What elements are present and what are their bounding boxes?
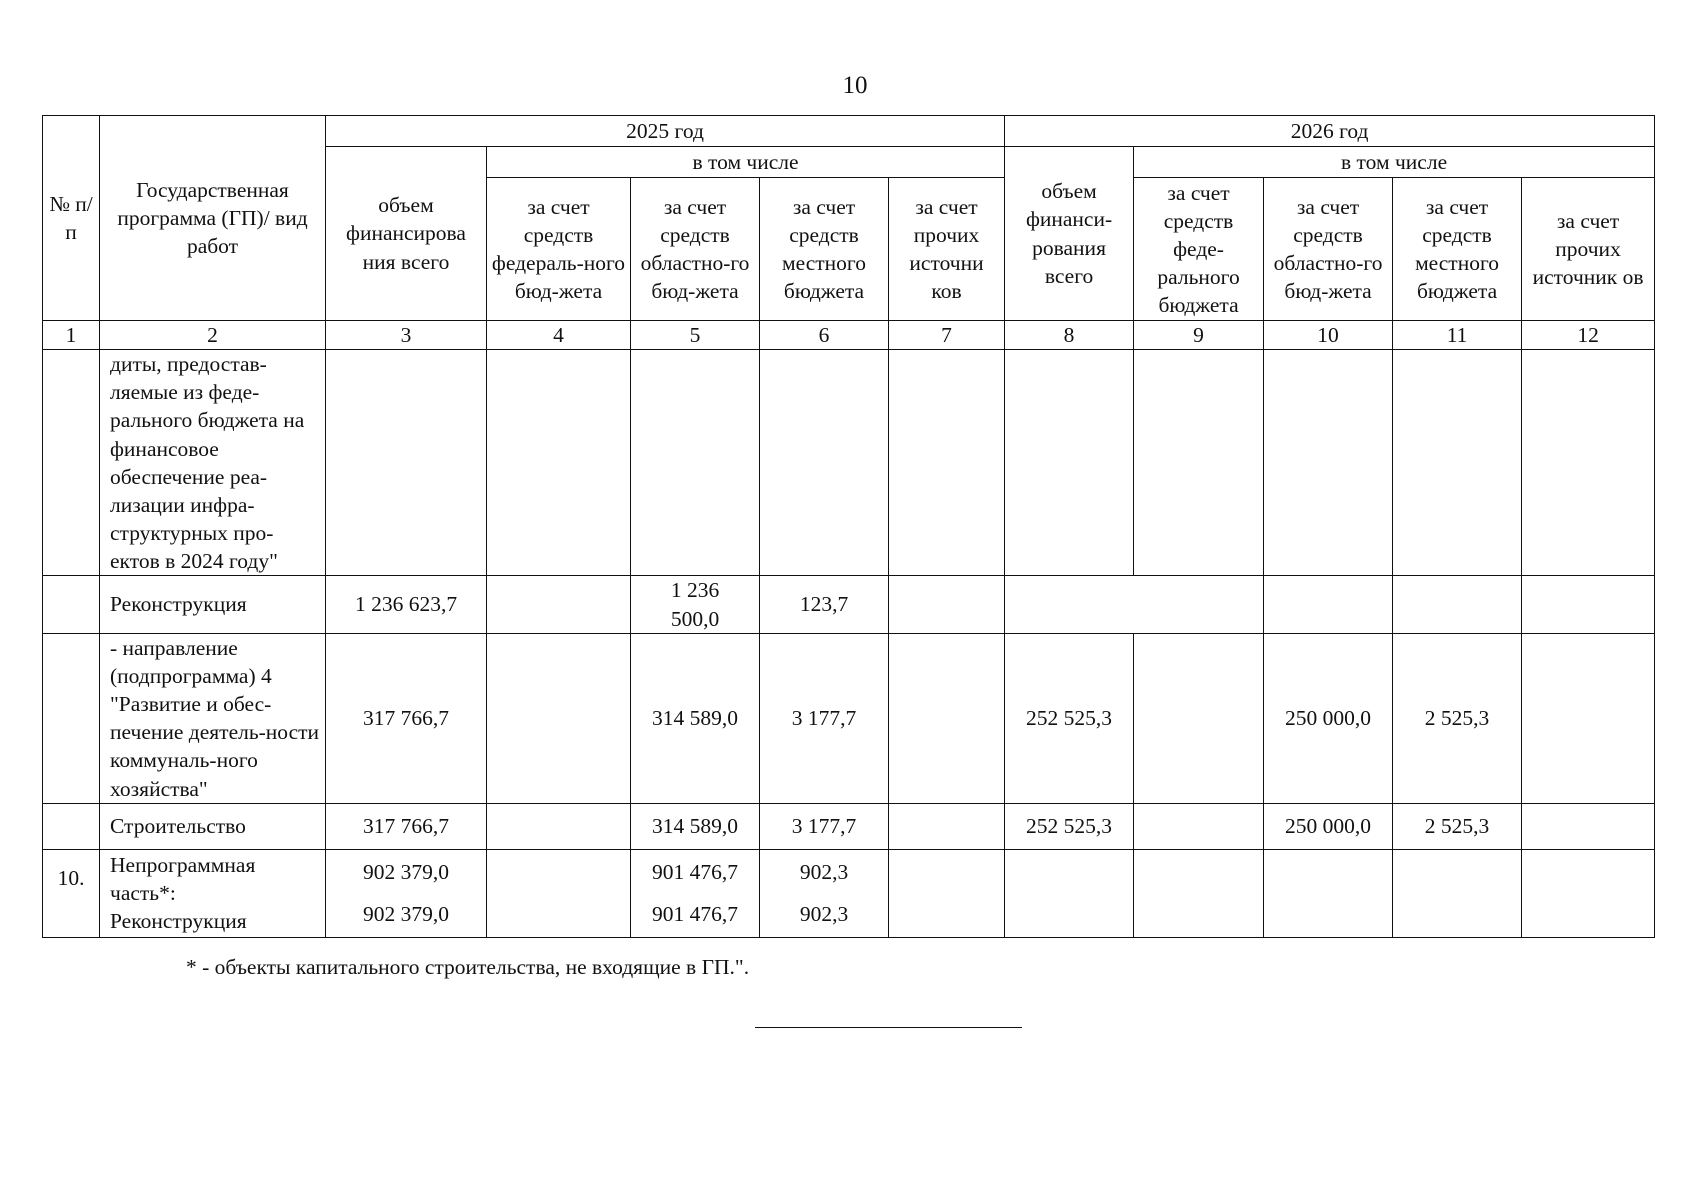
cell-total-2025: 317 766,7 xyxy=(326,803,487,849)
table-row xyxy=(43,576,1655,633)
cell-reg-2025-b: 901 476,7 xyxy=(652,902,738,927)
row-number: 10. xyxy=(43,849,100,937)
header-total-2026: объем финанси-рования всего xyxy=(1005,147,1134,321)
closing-rule xyxy=(755,1027,1022,1028)
header-fed-2025: за счет средств федераль-ного бюд-жета xyxy=(487,178,631,321)
cell-loc-2026: 2 525,3 xyxy=(1393,803,1522,849)
header-incl-2025: в том числе xyxy=(487,147,1005,178)
page-number: 10 xyxy=(842,72,868,99)
column-number: 9 xyxy=(1134,321,1264,350)
cell-reg-2026: 250 000,0 xyxy=(1264,633,1393,803)
header-year-2025: 2025 год xyxy=(326,116,1005,147)
cell-total-2025-a: 902 379,0 xyxy=(363,860,449,884)
cell-loc-2025: 123,7 xyxy=(760,576,889,633)
row-description xyxy=(100,849,326,937)
column-number: 3 xyxy=(326,321,487,350)
cell-reg-2025-line1: 1 236 xyxy=(670,578,720,603)
header-fed-2026: за счет средств феде-рального бюджета xyxy=(1134,178,1264,321)
cell-total-2026: 252 525,3 xyxy=(1005,633,1134,803)
header-incl-2026: в том числе xyxy=(1134,147,1655,178)
header-oth-2026: за счет прочих источник ов xyxy=(1522,178,1655,321)
cell-reg-2025-a: 901 476,7 xyxy=(652,860,738,884)
cell-reg-2025 xyxy=(631,576,760,633)
column-number-row xyxy=(43,321,1655,350)
column-number: 4 xyxy=(487,321,631,350)
cell-total-2025-b: 902 379,0 xyxy=(363,902,449,927)
footnote: * - объекты капитального строительства, не входящие в ГП.". xyxy=(186,955,750,979)
header-program: Государственная программа (ГП)/ вид работ xyxy=(100,116,326,321)
table-row xyxy=(43,350,1655,576)
cell-loc-2025: 3 177,7 xyxy=(760,803,889,849)
cell-reg-2025: 314 589,0 xyxy=(631,633,760,803)
header-total-2025: объем финансирова ния всего xyxy=(326,147,487,321)
column-number: 5 xyxy=(631,321,760,350)
cell-loc-2025-a: 902,3 xyxy=(799,860,849,884)
cell-loc-2025: 3 177,7 xyxy=(760,633,889,803)
column-number: 8 xyxy=(1005,321,1134,350)
column-number: 10 xyxy=(1264,321,1393,350)
header-num: № п/п xyxy=(43,116,100,321)
column-number: 7 xyxy=(889,321,1005,350)
header-loc-2026: за счет средств местного бюджета xyxy=(1393,178,1522,321)
row-description-line1: Непрограммная часть*: xyxy=(110,852,256,906)
cell-reg-2025: 314 589,0 xyxy=(631,803,760,849)
column-number: 11 xyxy=(1393,321,1522,350)
header-year-2026: 2026 год xyxy=(1005,116,1655,147)
row-description: - направление (подпрограмма) 4 "Развитие и обес-печение деятель-ности коммуналь-ного хозяйства" xyxy=(100,633,326,803)
cell-total-2026: 252 525,3 xyxy=(1005,803,1134,849)
cell-reg-2025 xyxy=(631,849,760,937)
cell-loc-2025 xyxy=(760,849,889,937)
row-description: Строительство xyxy=(100,803,326,849)
column-number: 2 xyxy=(100,321,326,350)
cell-total-2025: 1 236 623,7 xyxy=(326,576,487,633)
financing-table xyxy=(42,115,1655,938)
table-row xyxy=(43,849,1655,937)
cell-total-2025 xyxy=(326,849,487,937)
header-reg-2026: за счет средств областно-го бюд-жета xyxy=(1264,178,1393,321)
header-reg-2025: за счет средств областно-го бюд-жета xyxy=(631,178,760,321)
column-number: 1 xyxy=(43,321,100,350)
table-row xyxy=(43,803,1655,849)
header-row-years xyxy=(43,116,1655,147)
header-oth-2025: за счет прочих источни ков xyxy=(889,178,1005,321)
cell-loc-2025-b: 902,3 xyxy=(799,902,849,927)
header-loc-2025: за счет средств местного бюджета xyxy=(760,178,889,321)
cell-reg-2025-line2: 500,0 xyxy=(670,606,720,631)
row-description: диты, предостав-ляемые из феде-рального бюджета на финансовое обеспечение реа-лизации инфра-структурных про-ектов в 2024 году" xyxy=(100,350,326,576)
cell-reg-2026: 250 000,0 xyxy=(1264,803,1393,849)
row-description-line2: Реконструкция xyxy=(110,909,247,934)
cell-total-2025: 317 766,7 xyxy=(326,633,487,803)
table-row xyxy=(43,633,1655,803)
row-description: Реконструкция xyxy=(100,576,326,633)
column-number: 6 xyxy=(760,321,889,350)
cell-loc-2026: 2 525,3 xyxy=(1393,633,1522,803)
column-number: 12 xyxy=(1522,321,1655,350)
